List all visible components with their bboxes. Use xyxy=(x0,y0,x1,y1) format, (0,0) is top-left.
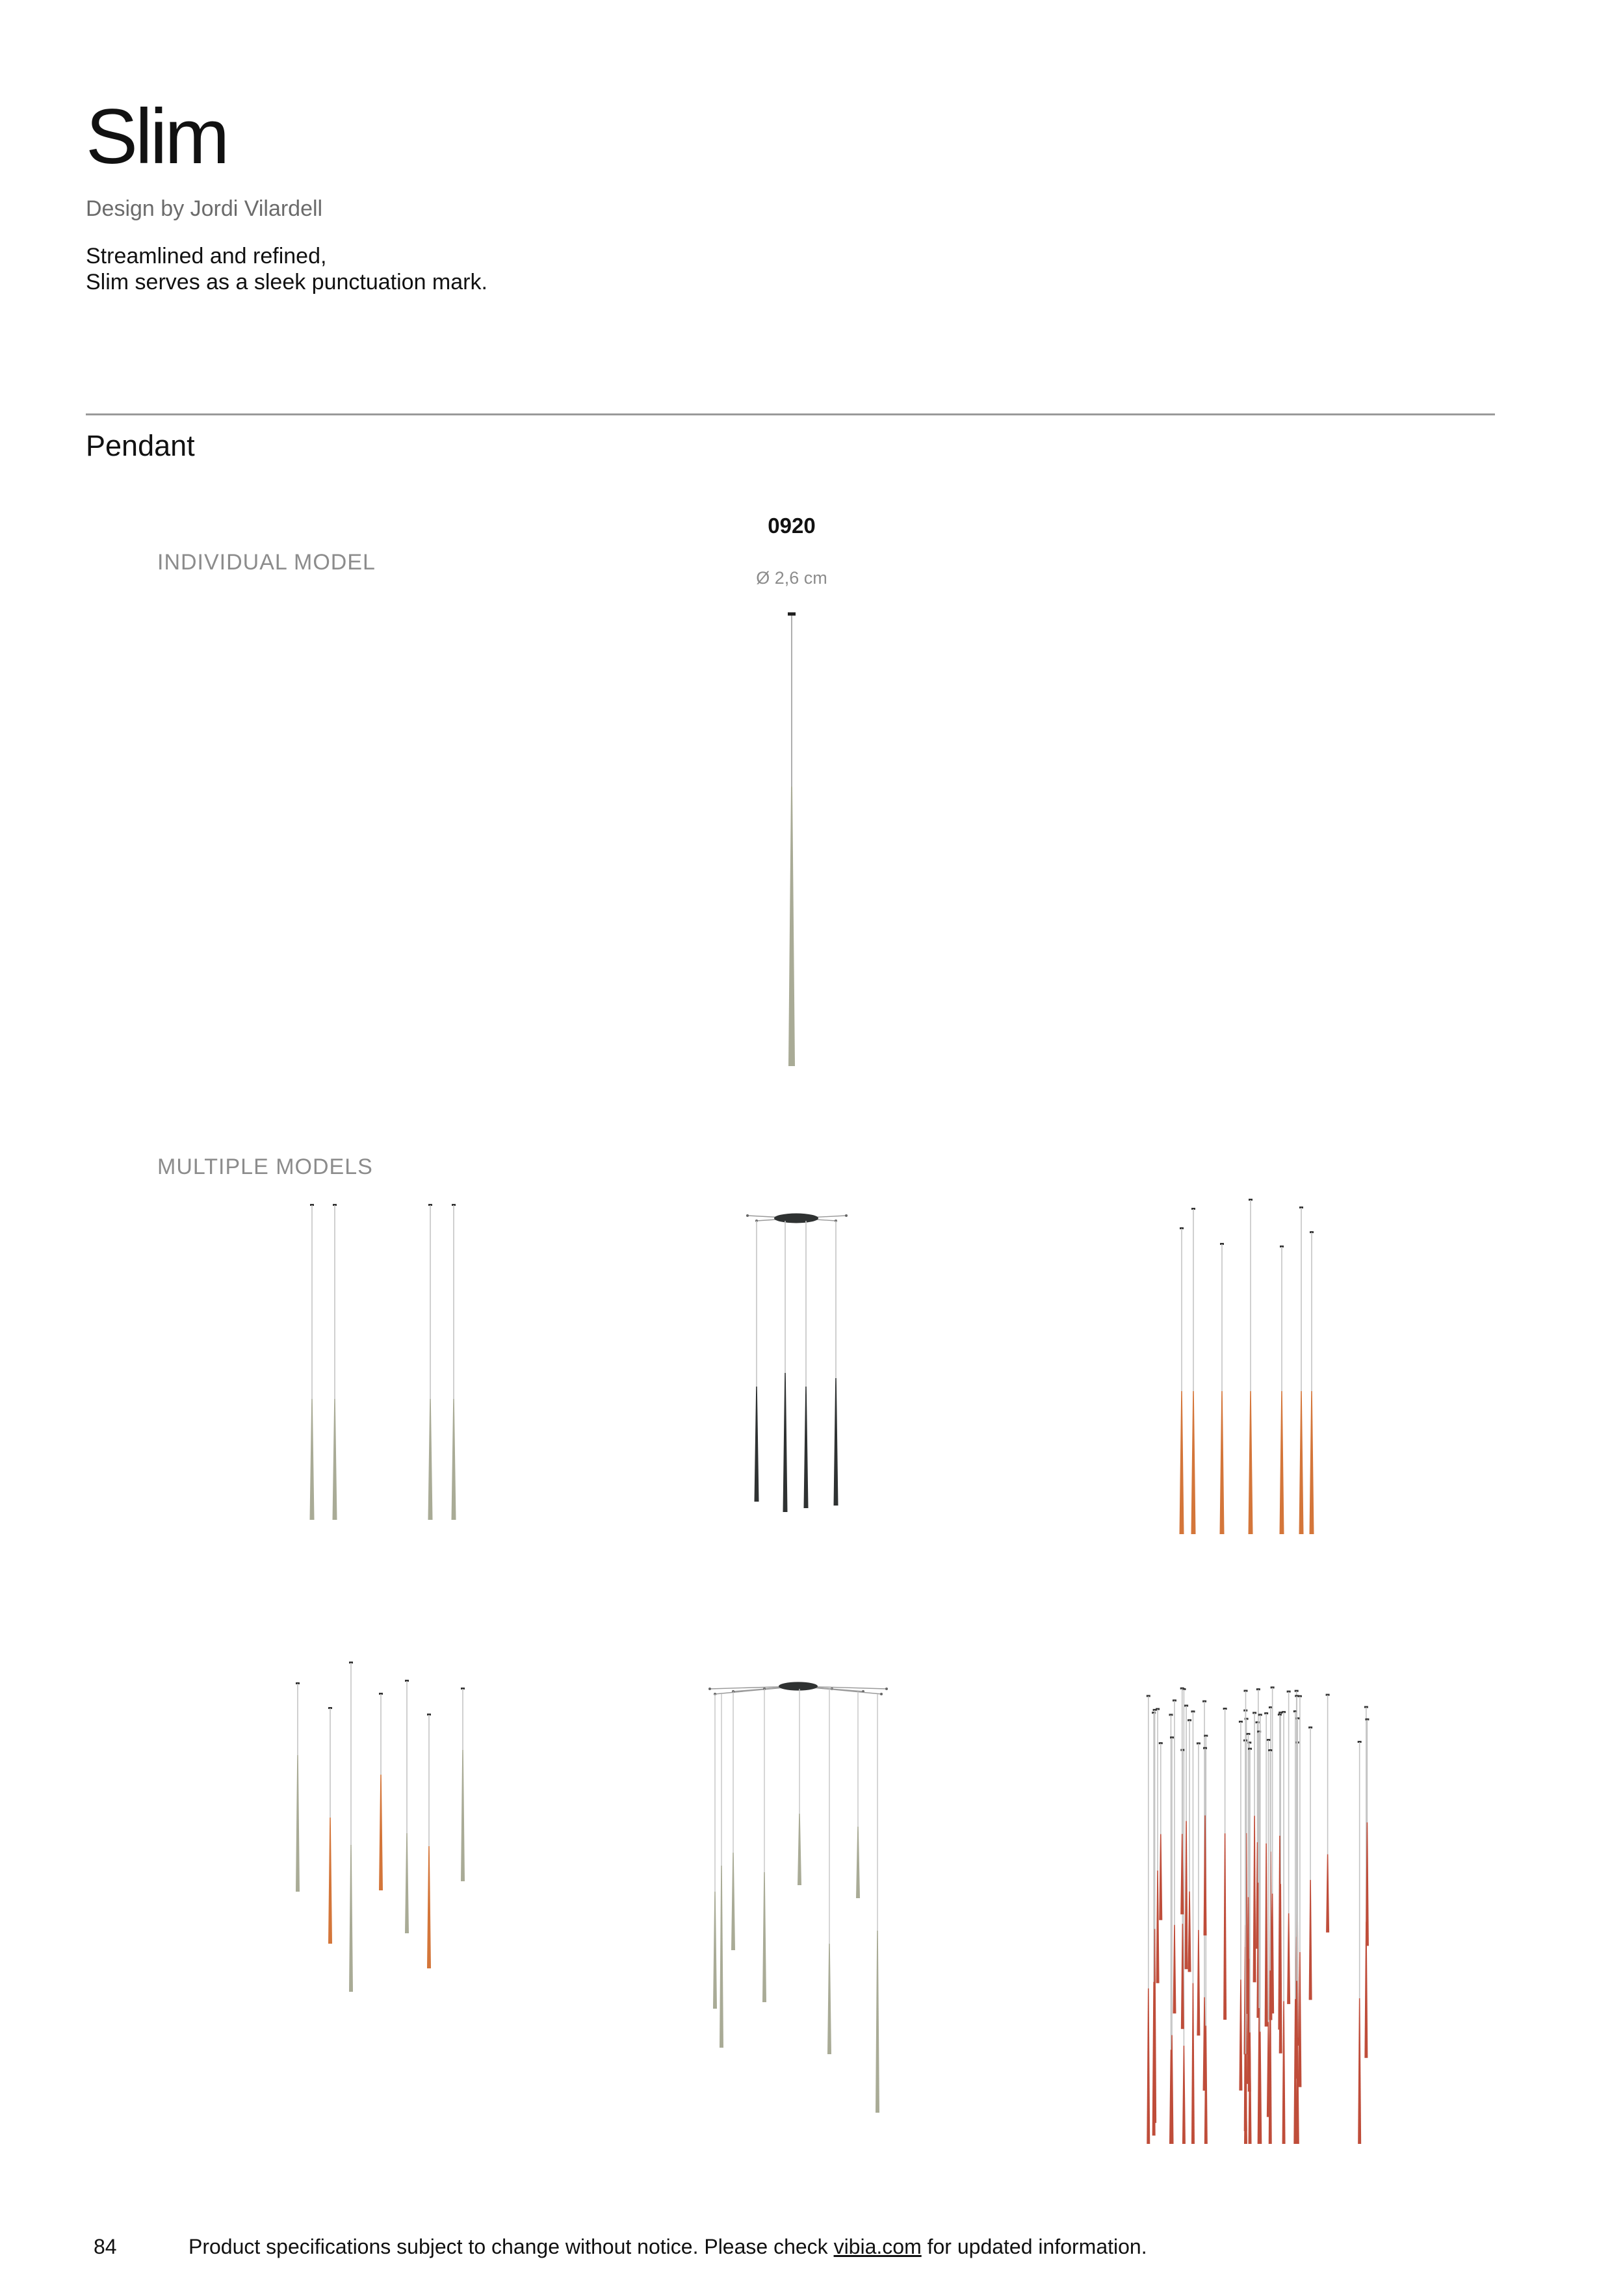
canopy-arm-tip xyxy=(880,1693,883,1695)
pendant-single-illustration xyxy=(759,611,824,1079)
model-code: 0920 xyxy=(768,514,816,538)
pendant-group-8-round-canopy xyxy=(702,1671,897,2119)
slim-lamp-body xyxy=(876,1931,879,2113)
page-number: 84 xyxy=(94,2235,117,2258)
slim-lamp-body xyxy=(1191,1391,1196,1534)
slim-lamp-body xyxy=(1147,1989,1150,2144)
ceiling-canopy xyxy=(788,612,796,616)
tagline-line: Slim serves as a sleek punctuation mark. xyxy=(86,270,487,294)
footer-notice: Product specifications subject to change without notice. Please check xyxy=(188,2235,834,2258)
slim-lamp-body xyxy=(856,1827,860,1898)
slim-lamp-body xyxy=(1223,1833,1227,2020)
slim-lamp-body xyxy=(379,1775,383,1890)
slim-lamp-body xyxy=(427,1846,431,1968)
slim-lamp-body xyxy=(1253,1816,1256,1982)
slim-lamp-body xyxy=(762,1872,766,2002)
slim-lamp-body xyxy=(1326,1855,1329,1933)
slim-lamp-body xyxy=(1191,1983,1195,2144)
slim-lamp-body xyxy=(1182,2046,1186,2144)
slim-lamp-body xyxy=(1280,1391,1284,1534)
section-divider xyxy=(86,413,1495,415)
pendant-cluster-large-red xyxy=(1131,1684,1391,2152)
slim-lamp-body xyxy=(713,1892,717,2009)
slim-lamp-body xyxy=(1220,1391,1225,1534)
pendant-group-4-round-canopy xyxy=(734,1203,864,1515)
slim-lamp-body xyxy=(1299,1391,1304,1534)
pendant-group-7-orange xyxy=(1163,1196,1358,1547)
slim-lamp-body xyxy=(428,1399,433,1520)
slim-lamp-body xyxy=(461,1750,465,1881)
slim-lamp-body xyxy=(798,1814,801,1885)
canopy-arm-tip xyxy=(885,1688,888,1690)
designer-credit: Design by Jordi Vilardell xyxy=(86,196,323,221)
slim-lamp-body xyxy=(1249,1391,1253,1534)
footer-notice-end: for updated information. xyxy=(921,2235,1147,2258)
product-title: Slim xyxy=(86,93,227,180)
slim-lamp-body xyxy=(834,1378,838,1506)
slim-lamp-body xyxy=(1309,1880,1312,2000)
slim-lamp-body xyxy=(788,787,795,1066)
slim-lamp-body xyxy=(1159,1834,1162,1920)
individual-model-label: INDIVIDUAL MODEL xyxy=(157,550,376,575)
slim-lamp-body xyxy=(296,1755,300,1892)
slim-lamp-body xyxy=(333,1399,337,1520)
slim-lamp-body xyxy=(720,1866,723,2048)
slim-lamp-body xyxy=(1239,1979,1242,2091)
model-diameter: Ø 2,6 cm xyxy=(756,568,827,588)
slim-lamp-body xyxy=(755,1387,759,1502)
slim-lamp-body xyxy=(405,1833,409,1933)
slim-lamp-body xyxy=(731,1853,735,1950)
round-ceiling-canopy xyxy=(779,1682,818,1690)
canopy-arm-tip xyxy=(708,1688,711,1690)
slim-lamp-body xyxy=(1298,1952,1301,2087)
slim-lamp-body xyxy=(1197,1930,1200,2035)
tagline-line: Streamlined and refined, xyxy=(86,244,327,268)
slim-lamp-body xyxy=(310,1399,315,1520)
slim-lamp-body xyxy=(1265,1844,1268,2027)
vibia-link[interactable]: vibia.com xyxy=(833,2235,922,2258)
slim-lamp-body xyxy=(804,1387,809,1508)
slim-lamp-body xyxy=(1173,1925,1176,2013)
page-footer xyxy=(94,2235,1147,2259)
slim-lamp-body xyxy=(1287,1913,1290,2004)
canopy-arm-tip xyxy=(746,1214,749,1217)
slim-lamp-body xyxy=(1282,2001,1286,2144)
slim-lamp-body xyxy=(349,1845,353,1992)
section-title: Pendant xyxy=(86,429,195,462)
multiple-models-label: MULTIPLE MODELS xyxy=(157,1155,373,1179)
tagline xyxy=(86,243,487,295)
slim-lamp-body xyxy=(1180,1834,1184,1914)
slim-lamp-body xyxy=(328,1818,332,1944)
round-ceiling-canopy xyxy=(774,1214,818,1223)
slim-lamp-body xyxy=(1156,1871,1160,1983)
slim-lamp-body xyxy=(1310,1391,1314,1534)
slim-lamp-body xyxy=(1358,1998,1361,2144)
slim-lamp-body xyxy=(783,1373,788,1512)
slim-lamp-body xyxy=(1185,1821,1188,1969)
canopy-arm-tip xyxy=(845,1214,848,1217)
pendant-group-4-linear xyxy=(286,1203,481,1534)
slim-lamp-body xyxy=(827,1944,831,2054)
pendant-group-7-mixed xyxy=(279,1658,487,2028)
slim-lamp-body xyxy=(452,1399,456,1520)
slim-lamp-body xyxy=(1188,1892,1191,1972)
slim-lamp-body xyxy=(1180,1391,1184,1534)
